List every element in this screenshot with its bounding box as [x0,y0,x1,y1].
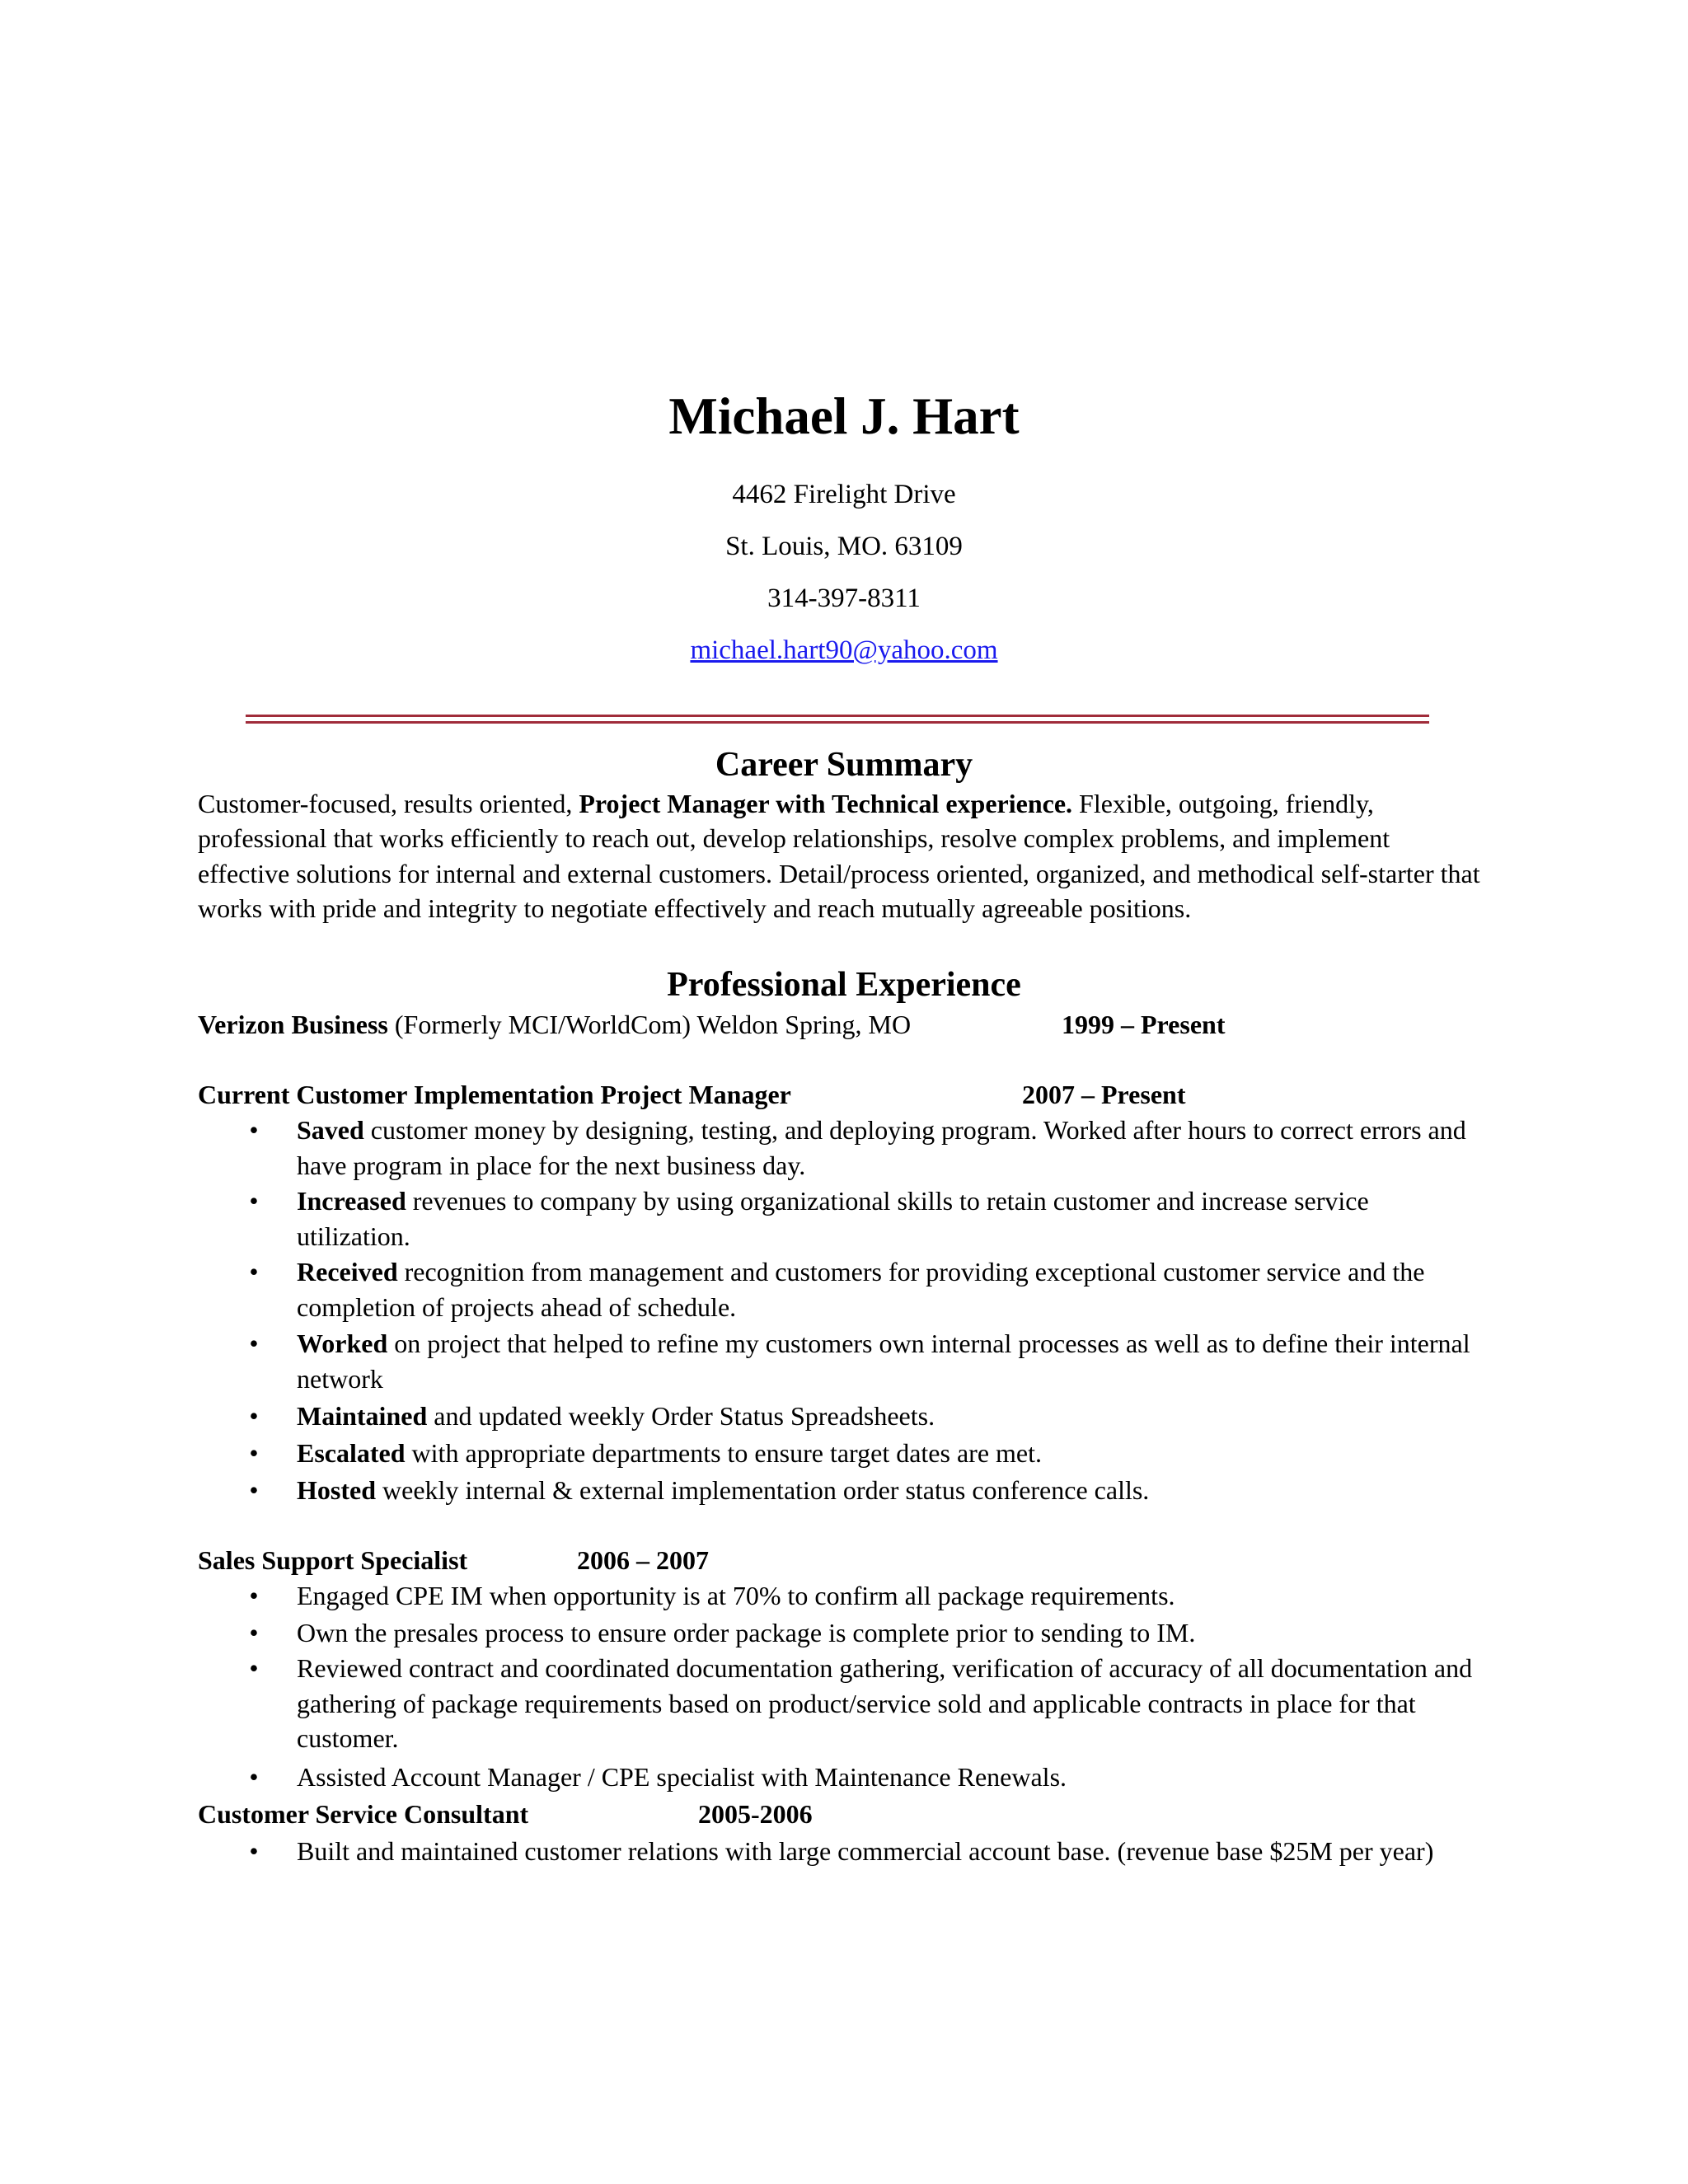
career-summary-heading: Career Summary [715,746,973,784]
bullet-marker: • [249,1257,259,1286]
bullet-marker: • [249,1329,259,1358]
address-line-1: 4462 Firelight Drive [732,480,956,509]
list-item: Saved customer money by designing, testing, and deploying program. Worked after hours to correct errors and have program in place for the next business day. [297,1115,1466,1180]
list-item: Worked on project that helped to refine my customers own internal processes as well as to define their internal network [297,1329,1470,1394]
list-item: Own the presales process to ensure order package is complete prior to sending to IM. [297,1618,1196,1647]
phone-number: 314-397-8311 [767,583,921,613]
email-link[interactable]: michael.hart90@yahoo.com [690,635,998,665]
address-line-2: St. Louis, MO. 63109 [725,532,963,561]
professional-experience-heading: Professional Experience [667,966,1021,1004]
applicant-name: Michael J. Hart [668,387,1020,445]
role-dates: 2006 – 2007 [577,1545,709,1575]
role-dates: 2005-2006 [698,1799,813,1829]
bullet-marker: • [249,1618,259,1647]
role-heading [198,1797,813,1831]
list-item: Reviewed contract and coordinated documentation gathering, verification of accuracy of all documentation and gathering of package requirements based on product/service sold and applicable contracts in place for that customer. [297,1653,1473,1753]
bullet-marker: • [249,1653,259,1683]
role-title: Current Customer Implementation Project Manager [198,1080,791,1109]
company-detail: (Formerly MCI/WorldCom) Weldon Spring, MO [387,1010,912,1039]
bullet-marker: • [249,1115,259,1145]
list-item: Escalated with appropriate departments to ensure target dates are met. [297,1438,1042,1468]
role-heading [198,1077,1186,1112]
bullet-marker: • [249,1836,259,1866]
company-name: Verizon Business [198,1010,388,1039]
career-summary-text: Customer-focused, results oriented, Project Manager with Technical experience. Flexible, outgoing, friendly, professional that works efficiently to reach out, develop relationships, resolve complex problems, and implement effective solutions for internal and external customers. Detail/process oriented, organized, and methodical self-starter that works with pride and integrity to negotiate effectively and reach mutually agreeable positions. [198,789,1480,923]
bullet-marker: • [249,1475,259,1505]
list-item: Received recognition from management and customers for providing exceptional customer service and the completion of projects ahead of schedule. [297,1257,1425,1322]
company-line [198,1007,1226,1042]
list-item: Built and maintained customer relations with large commercial account base. (revenue base $25M per year) [297,1836,1434,1866]
list-item: Engaged CPE IM when opportunity is at 70% to confirm all package requirements. [297,1581,1175,1610]
company-dates: 1999 – Present [1062,1010,1226,1039]
role-dates: 2007 – Present [1022,1080,1186,1109]
list-item: Hosted weekly internal & external implementation order status conference calls. [297,1475,1150,1505]
header-divider-top [246,715,1429,717]
list-item: Maintained and updated weekly Order Status Spreadsheets. [297,1401,935,1431]
bullet-marker: • [249,1438,259,1468]
list-item: Increased revenues to company by using organizational skills to retain customer and increase service utilization. [297,1186,1369,1251]
bullet-marker: • [249,1186,259,1216]
bullet-marker: • [249,1762,259,1792]
bullet-marker: • [249,1401,259,1431]
list-item: Assisted Account Manager / CPE specialist with Maintenance Renewals. [297,1762,1067,1792]
role-heading [198,1543,709,1577]
role-title: Customer Service Consultant [198,1799,529,1829]
bullet-marker: • [249,1581,259,1610]
header-divider-bottom [246,721,1429,724]
role-title: Sales Support Specialist [198,1545,468,1575]
